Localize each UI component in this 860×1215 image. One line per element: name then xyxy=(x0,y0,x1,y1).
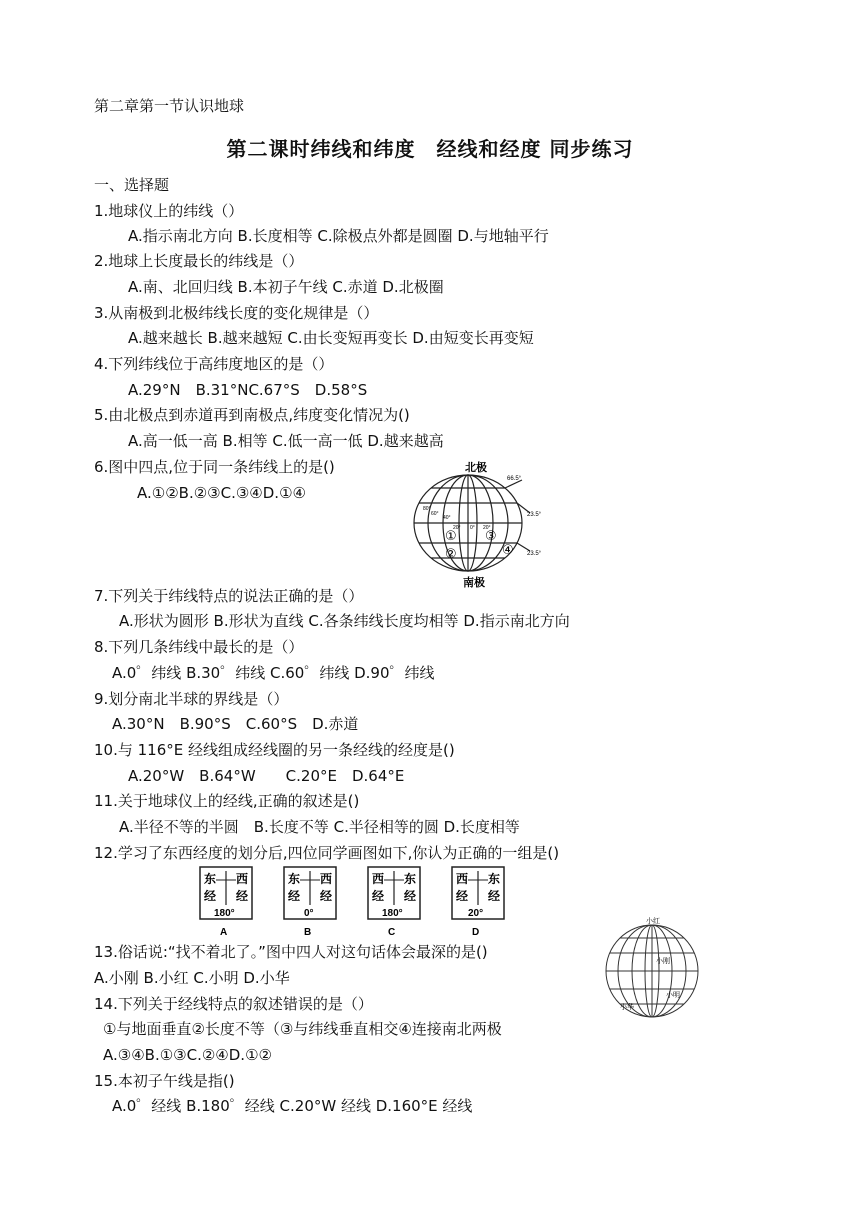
question-10-stem: 10.与 116°E 经线组成经线圈的另一条经线的经度是() xyxy=(94,741,455,759)
question-15-options: A.0゜经线 B.180゜经线 C.20°W 经线 D.160°E 经线 xyxy=(112,1097,473,1115)
question-5-stem: 5.由北极点到赤道再到南极点,纬度变化情况为() xyxy=(94,406,410,424)
point-3: ③ xyxy=(485,529,497,544)
box-c-bl: 经 xyxy=(372,889,385,903)
name-xiaoming: 小明 xyxy=(666,992,680,999)
box-d-deg: 20° xyxy=(468,908,484,919)
question-7-stem: 7.下列关于纬线特点的说法正确的是（） xyxy=(94,587,364,605)
box-b-tr: 西 xyxy=(320,872,333,886)
point-2: ② xyxy=(445,547,457,562)
question-9-stem: 9.划分南北半球的界线是（） xyxy=(94,690,289,708)
lon-label: 40° xyxy=(443,515,451,521)
box-b-tl: 东 xyxy=(288,872,301,886)
question-10-options: A.20°W B.64°W C.20°E D.64°E xyxy=(128,767,405,785)
lon-label: 20° xyxy=(453,525,461,531)
question-6-stem: 6.图中四点,位于同一条纬线上的是() xyxy=(94,458,335,476)
box-c xyxy=(368,867,420,937)
figure-q6-globe xyxy=(405,458,555,588)
box-d-bl: 经 xyxy=(456,889,469,903)
box-a-tl: 东 xyxy=(204,872,217,886)
box-d xyxy=(452,867,504,937)
box-b-deg: 0° xyxy=(304,908,314,919)
box-d-tr: 东 xyxy=(488,872,501,886)
point-4: ④ xyxy=(502,543,514,558)
box-b xyxy=(284,867,336,937)
question-4-options: A.29°N B.31°NC.67°S D.58°S xyxy=(128,381,368,399)
question-12-stem: 12.学习了东西经度的划分后,四位同学画图如下,你认为正确的一组是() xyxy=(94,844,560,862)
name-xiaohua: 小华 xyxy=(620,1004,634,1011)
question-6-options: A.①②B.②③C.③④D.①④ xyxy=(137,484,306,502)
question-14-stem: 14.下列关于经线特点的叙述错误的是（） xyxy=(94,995,373,1013)
point-1: ① xyxy=(445,529,457,544)
lon-label: 20° xyxy=(483,525,491,531)
box-a-tr: 西 xyxy=(236,872,249,886)
question-13-stem: 13.俗话说:“找不着北了。”图中四人对这句话体会最深的是() xyxy=(94,943,488,961)
page-title: 第二课时纬线和纬度 经线和经度 同步练习 xyxy=(226,137,634,161)
lon-label: 0° xyxy=(470,525,475,531)
question-1-stem: 1.地球仪上的纬线（） xyxy=(94,202,244,220)
box-a-bl: 经 xyxy=(204,889,217,903)
lat-label-23n: 23.5° xyxy=(527,512,542,518)
question-15-stem: 15.本初子午线是指() xyxy=(94,1072,235,1090)
chapter-header: 第二章第一节认识地球 xyxy=(94,97,245,115)
box-a-letter: A xyxy=(220,927,228,937)
name-xiaohong: 小红 xyxy=(646,918,660,925)
box-d-tl: 西 xyxy=(456,872,469,886)
box-b-letter: B xyxy=(304,927,312,937)
box-a-deg: 180° xyxy=(214,908,235,919)
question-5-options: A.高一低一高 B.相等 C.低一高一低 D.越来越高 xyxy=(128,432,444,450)
question-4-stem: 4.下列纬线位于高纬度地区的是（） xyxy=(94,355,334,373)
question-8-options: A.0゜纬线 B.30゜纬线 C.60゜纬线 D.90゜纬线 xyxy=(112,664,435,682)
box-c-deg: 180° xyxy=(382,908,403,919)
box-a xyxy=(200,867,252,937)
name-xiaogang: 小刚 xyxy=(656,958,670,965)
question-3-stem: 3.从南极到北极纬线长度的变化规律是（） xyxy=(94,304,379,322)
label-north-pole: 北极 xyxy=(465,462,487,474)
box-d-letter: D xyxy=(472,927,480,937)
question-2-options: A.南、北回归线 B.本初子午线 C.赤道 D.北极圈 xyxy=(128,278,444,296)
lon-label: 60° xyxy=(431,511,439,517)
question-11-stem: 11.关于地球仪上的经线,正确的叙述是() xyxy=(94,792,360,810)
question-1-options: A.指示南北方向 B.长度相等 C.除极点外都是圆圈 D.与地轴平行 xyxy=(128,227,549,245)
question-9-options: A.30°N B.90°S C.60°S D.赤道 xyxy=(112,715,359,733)
label-south-pole: 南极 xyxy=(463,577,485,588)
question-11-options: A.半径不等的半圆 B.长度不等 C.半径相等的圆 D.长度相等 xyxy=(119,818,520,836)
question-8-stem: 8.下列几条纬线中最长的是（） xyxy=(94,638,304,656)
box-c-letter: C xyxy=(388,927,396,937)
section-heading: 一、选择题 xyxy=(94,176,170,194)
lon-label: 80° xyxy=(423,506,431,512)
question-14-options: A.③④B.①③C.②④D.①② xyxy=(103,1046,272,1064)
figure-q12-boxes xyxy=(196,863,526,937)
question-3-options: A.越来越长 B.越来越短 C.由长变短再变长 D.由短变长再变短 xyxy=(128,329,534,347)
figure-q13-globe xyxy=(598,913,710,1021)
lat-label-23s: 23.5° xyxy=(527,551,542,557)
question-14-statements: ①与地面垂直②长度不等（③与纬线垂直相交④连接南北两极 xyxy=(103,1020,502,1038)
question-13-options: A.小刚 B.小红 C.小明 D.小华 xyxy=(94,969,290,987)
box-c-br: 经 xyxy=(404,889,417,903)
lat-label-66: 66.5° xyxy=(507,476,522,482)
box-c-tl: 西 xyxy=(372,872,385,886)
box-b-bl: 经 xyxy=(288,889,301,903)
question-2-stem: 2.地球上长度最长的纬线是（） xyxy=(94,252,304,270)
box-b-br: 经 xyxy=(320,889,333,903)
box-c-tr: 东 xyxy=(404,872,417,886)
box-a-br: 经 xyxy=(236,889,249,903)
box-d-br: 经 xyxy=(488,889,501,903)
question-7-options: A.形状为圆形 B.形状为直线 C.各条纬线长度均相等 D.指示南北方向 xyxy=(119,612,570,630)
